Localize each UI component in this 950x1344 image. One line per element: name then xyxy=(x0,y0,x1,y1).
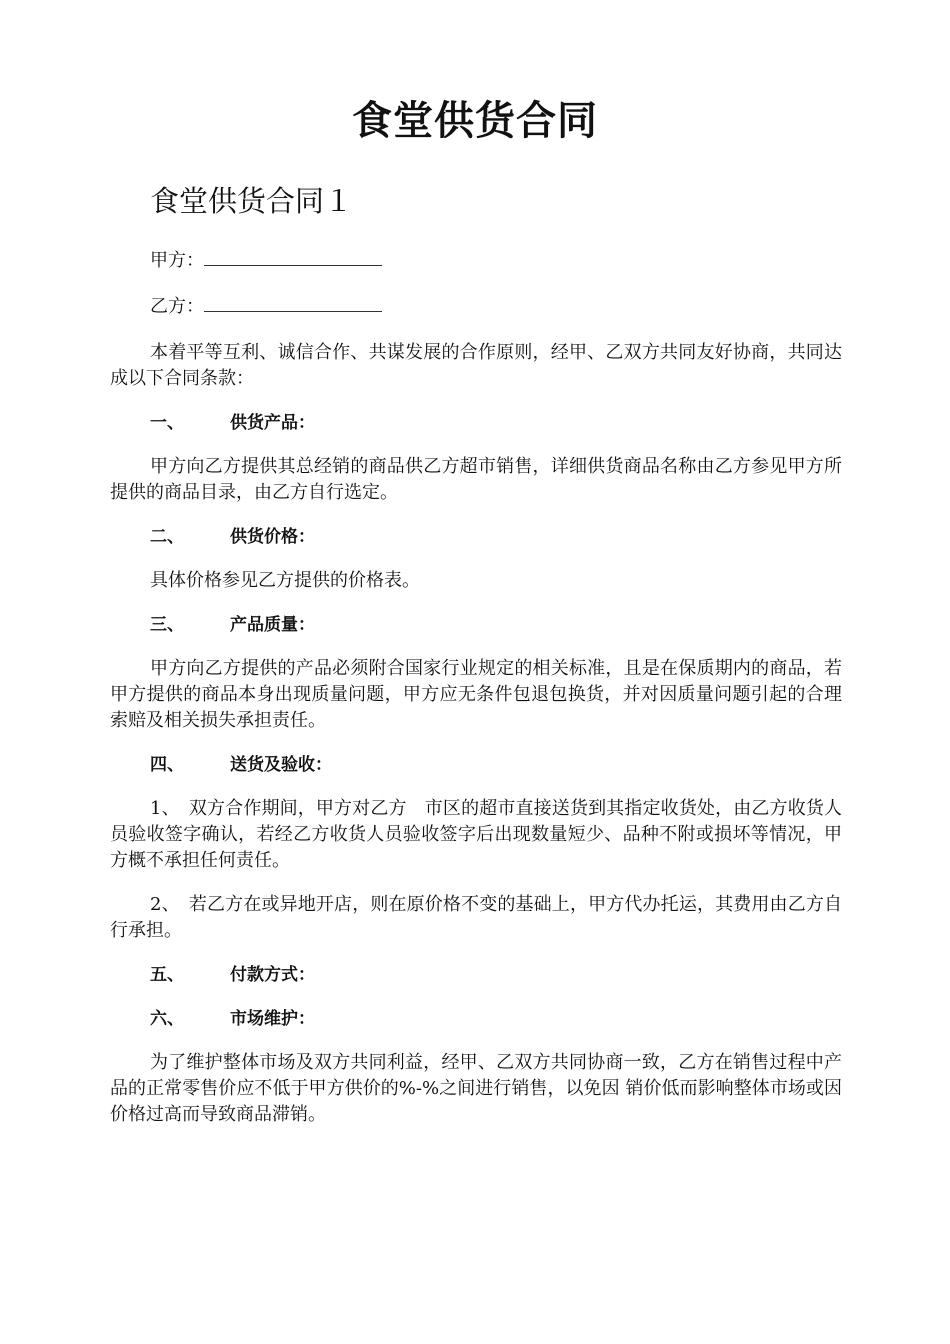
section-4-paragraph-1: 1、 双方合作期间，甲方对乙方 市区的超市直接送货到其指定收货处，由乙方收货人员验收签字确认，若经乙方收货人员验收签字后出现数量短少、品种不附或损坏等情况，甲方概不承担任何责任。 xyxy=(110,798,842,871)
party-a-label: 甲方： xyxy=(150,250,204,271)
section-number: 六、 xyxy=(150,1009,184,1029)
section-heading-5 xyxy=(150,962,842,988)
party-b-label: 乙方： xyxy=(150,296,204,317)
section-number: 一、 xyxy=(150,413,184,433)
section-heading-text: 供货价格： xyxy=(230,527,315,547)
section-number: 二、 xyxy=(150,527,184,547)
section-heading-2 xyxy=(150,524,842,550)
section-3-paragraph: 甲方向乙方提供的产品必须附合国家行业规定的相关标准，且是在保质期内的商品，若甲方提供的商品本身出现质量问题，甲方应无条件包退包换货，并对因质量问题引起的合理索赔及相关损失承担责任。 xyxy=(110,658,842,731)
party-b-field xyxy=(150,294,842,320)
section-heading-3 xyxy=(150,612,842,638)
intro-paragraph: 本着平等互利、诚信合作、共谋发展的合作原则，经甲、乙双方共同友好协商，共同达成以下合同条款： xyxy=(110,342,842,389)
section-number: 三、 xyxy=(150,615,184,635)
section-heading-text: 送货及验收： xyxy=(230,755,332,775)
section-1-paragraph: 甲方向乙方提供其总经销的商品供乙方超市销售，详细供货商品名称由乙方参见甲方所提供的商品目录，由乙方自行选定。 xyxy=(110,456,842,503)
section-heading-4 xyxy=(150,752,842,778)
section-4-paragraph-2: 2、 若乙方在或异地开店，则在原价格不变的基础上，甲方代办托运，其费用由乙方自行承担。 xyxy=(110,894,842,941)
section-heading-6 xyxy=(150,1006,842,1032)
document-body xyxy=(110,248,842,1146)
section-heading-text: 产品质量： xyxy=(230,615,315,635)
section-2-paragraph: 具体价格参见乙方提供的价格表。 xyxy=(150,570,420,591)
section-heading-text: 市场维护： xyxy=(230,1009,315,1029)
document-title: 食堂供货合同 xyxy=(352,97,598,144)
section-heading-1 xyxy=(150,410,842,436)
party-b-blank-line xyxy=(204,295,382,312)
section-6-paragraph: 为了维护整体市场及双方共同利益，经甲、乙双方共同协商一致，乙方在销售过程中产品的正常零售价应不低于甲方供价的%-%之间进行销售，以免因 销价低而影响整体市场或因价格过高而导致商品滞销。 xyxy=(110,1052,842,1125)
party-a-blank-line xyxy=(204,249,382,266)
section-heading-text: 付款方式： xyxy=(230,965,315,985)
contract-subtitle: 食堂供货合同１ xyxy=(150,184,354,218)
section-number: 五、 xyxy=(150,965,184,985)
section-heading-text: 供货产品： xyxy=(230,413,315,433)
party-a-field xyxy=(150,248,842,274)
section-number: 四、 xyxy=(150,755,184,775)
